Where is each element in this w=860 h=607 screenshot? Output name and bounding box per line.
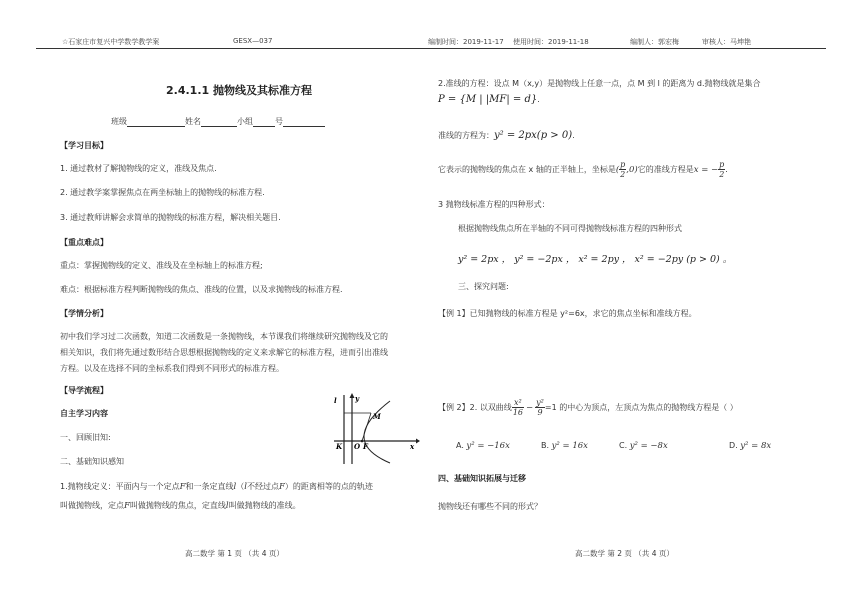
key-point: 重点：掌握抛物线的定义、准线及在坐标轴上的标准方程; [60, 261, 263, 270]
number-blank[interactable] [283, 118, 325, 127]
footer-page-2: 高二数学 第 2 页 （共 4 页） [575, 549, 674, 558]
basic-heading: 二、基础知识感知 [60, 457, 124, 466]
key-heading: 【重点难点】 [60, 238, 108, 247]
p-over-2: $\frac{p}{2}$ [620, 160, 626, 179]
goal-1: 1. 通过教材了解抛物线的定义，准线及焦点. [60, 164, 217, 173]
analysis-line-1: 初中我们学习过二次函数，知道二次函数是一条抛物线，本节课我们将继续研究抛物线及它的 [60, 332, 388, 341]
label-o: O [354, 442, 361, 451]
goal-2: 2. 通过教学案掌握焦点在两坐标轴上的抛物线的标准方程. [60, 188, 265, 197]
definition-line-1: 1.抛物线定义：平面内与一个定点F和一条定直线l（l不经过点F）的距离相等的点的轨迹 [60, 482, 373, 492]
goals-heading: 【学习目标】 [60, 141, 108, 150]
example-1: 【例 1】已知抛物线的标准方程是 y²=6x，求它的焦点坐标和准线方程。 [438, 309, 697, 318]
extension-heading: 四、基础知识拓展与迁移 [438, 474, 526, 483]
group-blank[interactable] [253, 118, 275, 127]
directrix-intro: 2.准线的方程：设点 M（x,y）是抛物线上任意一点，点 M 到 l 的距离为 d.抛物线就是集合 [438, 79, 761, 88]
set-definition: P = {M | |MF| = d}. [438, 94, 540, 105]
option-b[interactable]: B. y² = 16x [541, 441, 588, 451]
p-over-2-directrix: $\frac{p}{2}$ [719, 160, 725, 179]
y-axis-arrow [350, 393, 355, 398]
parabola-figure [330, 393, 420, 465]
extension-question: 抛物线还有哪些不同的形式？ [438, 502, 542, 511]
option-a[interactable]: A. y² = −16x [456, 441, 510, 451]
mf-segment [362, 413, 371, 441]
x2-over-16: $\frac{\text{x²}}{16}$ [512, 398, 523, 417]
page-title: 2.4.1.1 抛物线及其标准方程 [166, 84, 312, 97]
parabola-curve [364, 401, 390, 463]
name-blank[interactable] [201, 118, 237, 127]
label-x: x [410, 442, 415, 451]
class-blank[interactable] [127, 118, 185, 127]
header-use-time: 使用时间：2019-11-18 [513, 38, 589, 46]
focus-description: 它表示的抛物线的焦点在 x 轴的正半轴上，坐标是( $\frac{p}{2}$ ,0)它的准线方程是x = − $\frac{p}{2}$ . [438, 160, 728, 179]
header-code: GESX—037 [233, 37, 273, 45]
four-forms-subtext: 根据抛物线焦点所在半轴的不同可得抛物线标准方程的四种形式 [458, 224, 682, 233]
label-y: y [355, 394, 360, 403]
analysis-line-3: 方程。以及在选择不同的坐标系我们得到不同形式的标准方程。 [60, 364, 284, 373]
option-c[interactable]: C. y² = −8x [619, 441, 668, 451]
header-school: ☆石家庄市复兴中学数学教学案 [62, 38, 160, 46]
example-2: 【例 2】2. 以双曲线 $\frac{\text{x²}}{16}$ − $\frac{\text{y²}}{9}$ =1 的中心为顶点，左顶点为焦点的抛物线方程是（ ） [438, 398, 738, 417]
goal-3: 3. 通过教师讲解会求简单的抛物线的标准方程，解决相关题目. [60, 213, 281, 222]
standard-equation: 准线的方程为：y² = 2px(p > 0). [438, 130, 575, 141]
inquiry-heading: 三、探究问题: [458, 282, 509, 291]
analysis-heading: 【学情分析】 [60, 309, 108, 318]
footer-page-1: 高二数学 第 1 页 （共 4 页） [185, 549, 284, 558]
flow-heading: 【导学流程】 [60, 386, 108, 395]
header-editor: 编制人：郭宏梅 [630, 38, 679, 46]
header-reviewer: 审核人：马坤艳 [702, 38, 751, 46]
self-study-heading: 自主学习内容 [60, 409, 108, 418]
option-d[interactable]: D. y² = 8x [729, 441, 772, 451]
x-axis-arrow [416, 439, 420, 444]
label-m: M [373, 412, 381, 421]
label-f: F [363, 442, 368, 451]
label-l: l [334, 396, 337, 405]
difficulty: 难点：根据标准方程判断抛物线的焦点、准线的位置，以及求抛物线的标准方程. [60, 285, 343, 294]
header-compile-time: 编制时间：2019-11-17 [428, 38, 504, 46]
y2-over-9: $\frac{\text{y²}}{9}$ [536, 398, 544, 417]
analysis-line-2: 相关知识，我们将先通过数形结合思想根据抛物线的定义来求解它的标准方程，进而引出准线 [60, 348, 388, 357]
label-k: K [336, 442, 343, 451]
four-forms-heading: 3 抛物线标准方程的四种形式： [438, 200, 550, 209]
definition-line-2: 叫做抛物线，定点F叫做抛物线的焦点，定直线l叫做抛物线的准线。 [60, 501, 301, 511]
four-forms-equations: y² = 2px ， y² = −2px ， x² = 2py ， x² = −2py (p > 0) 。 [458, 254, 733, 265]
review-heading: 一、回顾旧知: [60, 433, 111, 442]
student-fields: 班级 姓名 小组 号 [111, 116, 325, 127]
header-divider [36, 48, 826, 49]
